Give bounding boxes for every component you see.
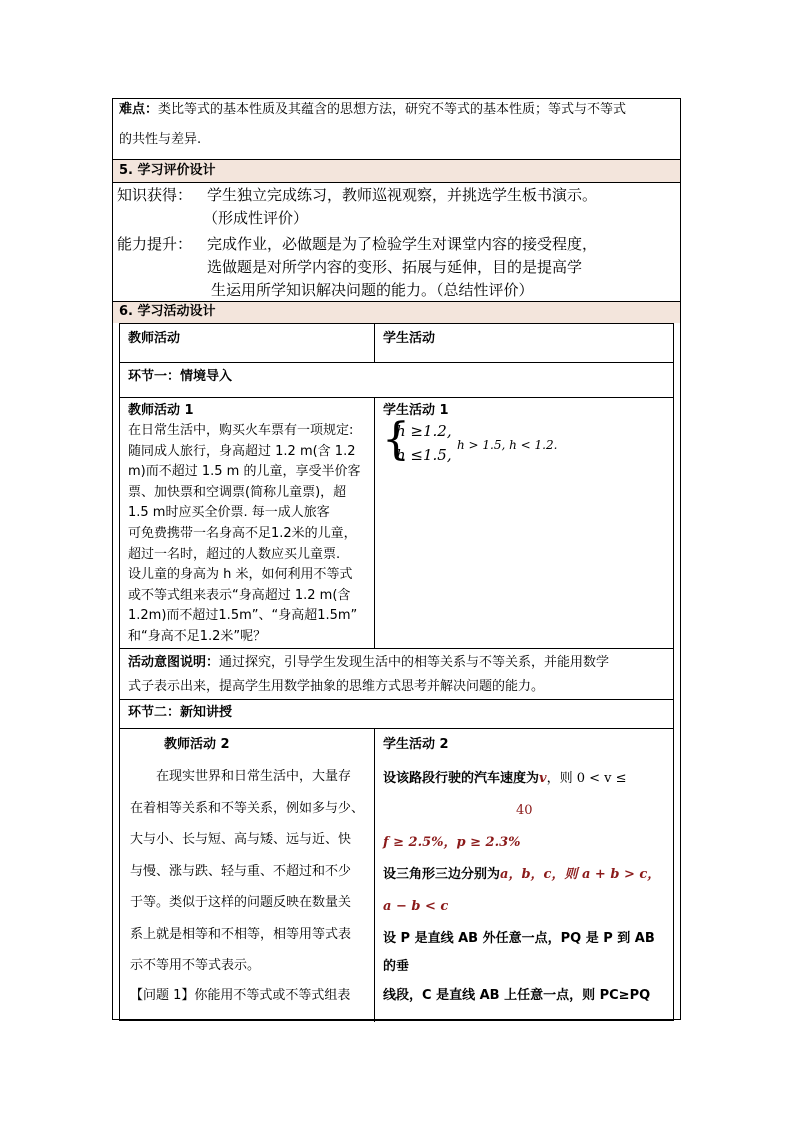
column-divider [374, 324, 375, 362]
perpendicular-line-2: 的垂 [383, 959, 410, 974]
speed-limit-value: 40 [516, 803, 533, 818]
triangle-inequality: a − b < c [383, 899, 449, 914]
inequality-3: h > 1.5, h < 1.2. [457, 438, 558, 452]
column-divider [374, 397, 375, 648]
divider [120, 397, 673, 398]
text-line: 在现实世界和日常生活中，大量存 [156, 769, 352, 784]
text-line: 在日常生活中，购买火车票有一项规定: [128, 423, 354, 438]
inequality-2: h ≤1.5, [396, 446, 452, 464]
ability-line-2: 选做题是对所学内容的变形、拓展与延伸，目的是提高学 [207, 258, 583, 276]
text-line: 票、加快票和空调票(简称儿童票)，超 [128, 484, 347, 500]
ability-line-1: 完成作业，必做题是为了检验学生对课堂内容的接受程度， [207, 235, 598, 253]
section-6-title: 6. 学习活动设计 [119, 304, 216, 319]
student-column-header: 学生活动 [383, 331, 436, 346]
teacher-activity-2-title: 教师活动 2 [164, 737, 230, 752]
student-activity-1-title: 学生活动 1 [383, 403, 449, 418]
text-line: 与慢、涨与跌、轻与重、不超过和不少 [130, 863, 352, 879]
document-table [112, 98, 681, 1020]
divider [120, 728, 673, 729]
column-divider [374, 728, 375, 1022]
question-1: 【问题 1】你能用不等式或不等式组表 [130, 988, 351, 1003]
stage-2-title: 环节二：新知讲授 [128, 705, 233, 720]
ability-label: 能力提升： [117, 235, 193, 253]
divider [120, 699, 673, 700]
text-line: 系上就是相等和不相等，相等用等式表 [130, 926, 352, 942]
divider [120, 362, 673, 363]
difficulty-label: 难点： [119, 102, 159, 117]
text-line: 可免费携带一名身高不足1.2米的儿童， [128, 526, 357, 541]
text-line: 1.5 m时应买全价票. 每一成人旅客 [128, 505, 330, 521]
fp-inequality: f ≥ 2.5%，p ≥ 2.3% [383, 835, 521, 850]
text-line: 于等。类似于这样的问题反映在数量关 [130, 895, 352, 910]
activity-table [119, 323, 674, 1021]
perpendicular-line-1: 设 P 是直线 AB 外任意一点，PQ 是 P 到 AB [383, 931, 655, 946]
text-line: 随同成人旅行，身高超过 1.2 m(含 1.2 [128, 443, 356, 459]
text-line: 大与小、长与短、高与矮、远与近、快 [130, 832, 352, 847]
intent-line-1: 活动意图说明：通过探究，引导学生发现生活中的相等关系与不等关系，并能用数学 [128, 655, 610, 670]
inequality-1: h ≥1.2, [396, 422, 452, 440]
perpendicular-line-3: 线段，C 是直线 AB 上任意一点，则 PC≥PQ [383, 988, 651, 1003]
intent-line-2: 式子表示出来，提高学生用数学抽象的思维方式思考并解决问题的能力。 [128, 679, 545, 694]
text-line: 和“身高不足1.2米”呢？ [128, 629, 267, 644]
teacher-column-header: 教师活动 [128, 331, 181, 346]
ability-line-3: 生运用所学知识解决问题的能力。（总结性评价） [211, 281, 534, 299]
section-5-title: 5. 学习评价设计 [119, 163, 216, 178]
knowledge-line-2: （形成性评价） [203, 209, 309, 227]
text-line: 或不等式组来表示“身高超过 1.2 m(含 [128, 587, 351, 603]
system-brace: { [382, 414, 410, 465]
difficulty-line-2: 的共性与差异. [119, 132, 202, 147]
knowledge-label: 知识获得： [117, 186, 193, 204]
divider [120, 648, 673, 649]
text-line: 在着相等关系和不等关系，例如多与少、 [130, 800, 365, 816]
knowledge-line-1: 学生独立完成练习，教师巡视观察，并挑选学生板书演示。 [207, 186, 598, 204]
difficulty-line-1: 难点：类比等式的基本性质及其蕴含的思想方法，研究不等式的基本性质；等式与不等式 [119, 102, 627, 117]
stage-1-title: 环节一：情境导入 [128, 369, 233, 384]
text-line: 设儿童的身高为 h 米，如何利用不等式 [128, 567, 353, 583]
text-line: 1.2m)而不超过1.5m”、“身高超1.5m” [128, 608, 358, 624]
intent-label: 活动意图说明： [128, 655, 220, 670]
text-line: m)而不超过 1.5 m 的儿童，享受半价客 [128, 464, 361, 480]
student-activity-2-title: 学生活动 2 [383, 737, 449, 752]
teacher-activity-1-title: 教师活动 1 [128, 403, 194, 418]
text-line: 超过一名时，超过的人数应买儿童票. [128, 546, 341, 562]
triangle-statement: 设三角形三边分别为a，b，c，则 a + b > c， [383, 867, 661, 882]
speed-statement: 设该路段行驶的汽车速度为v，则 0 < v ≤ [383, 771, 627, 786]
text-line: 示不等用不等式表示。 [130, 958, 261, 973]
